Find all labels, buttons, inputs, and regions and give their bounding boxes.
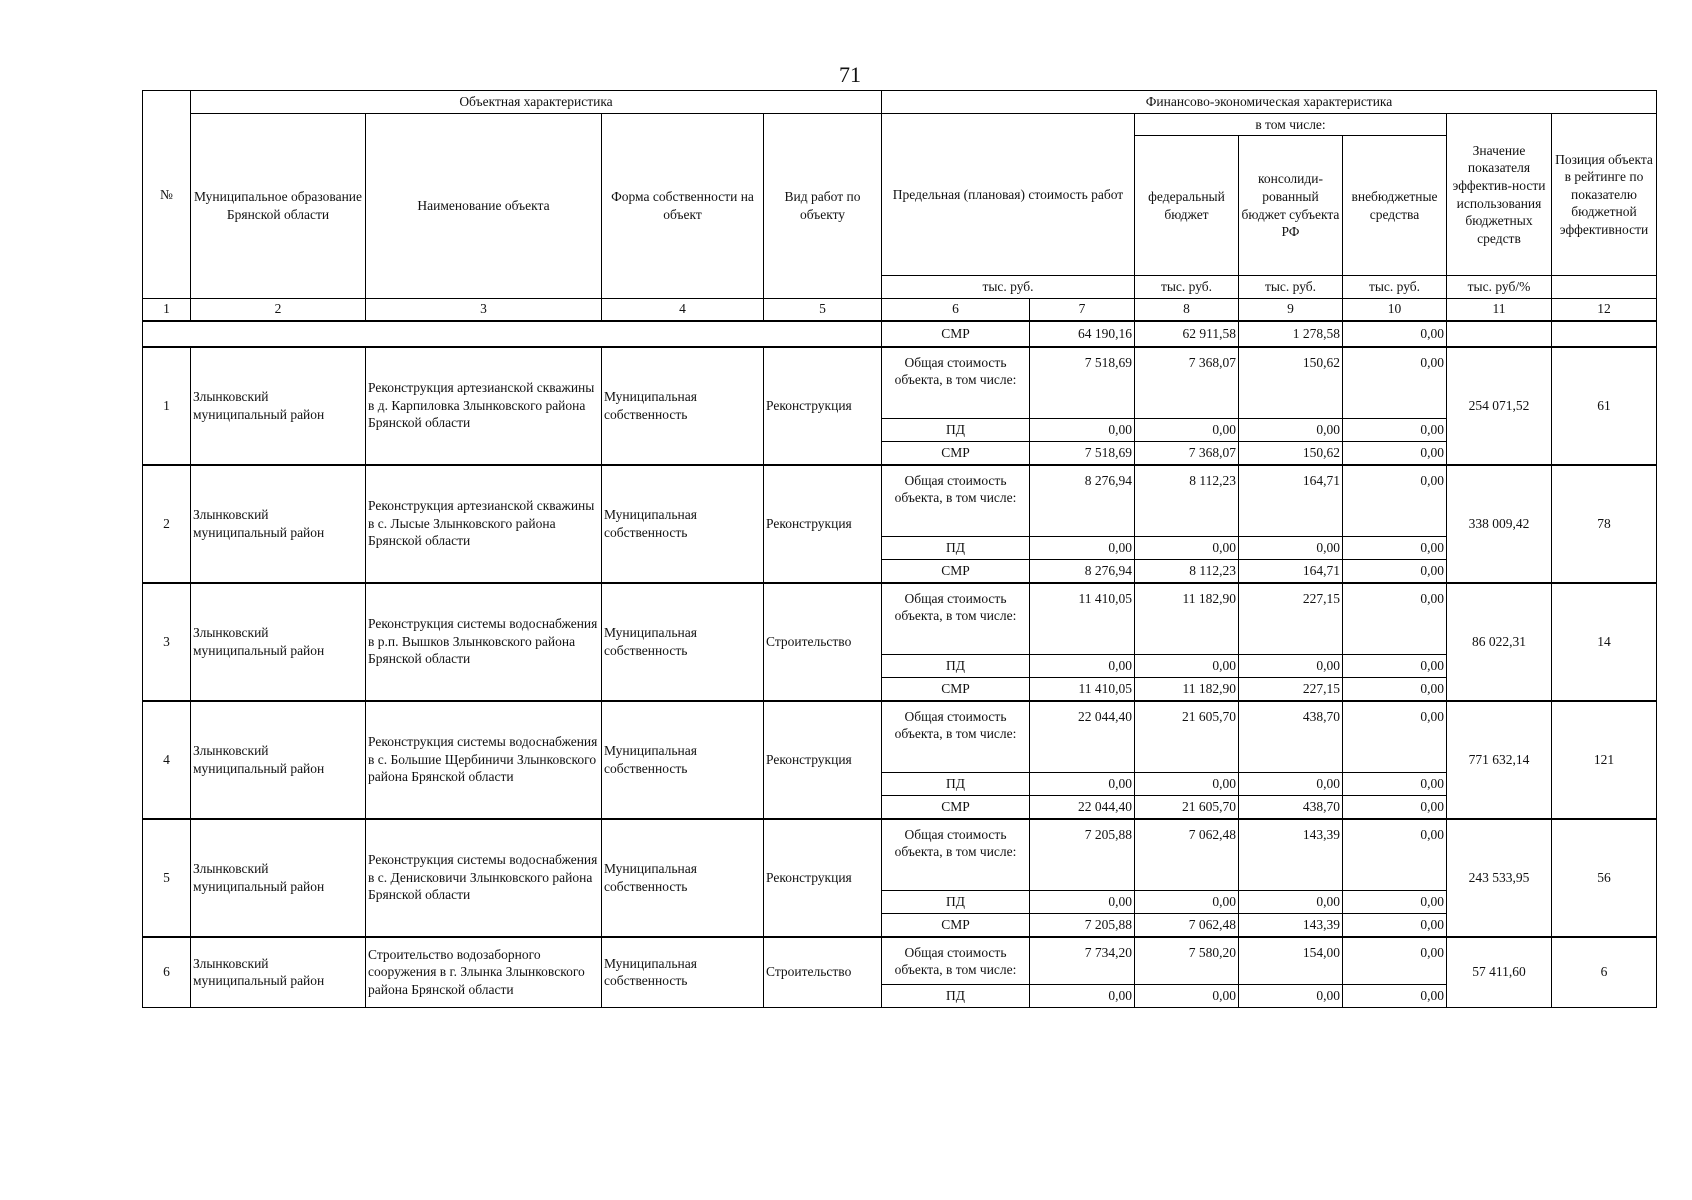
row-work-type: Строительство: [764, 583, 882, 701]
row-pd-extrabudget: 0,00: [1343, 773, 1447, 796]
header-group-finance: Финансово-экономическая характеристика: [882, 91, 1657, 114]
table-row: [143, 583, 1657, 655]
row-pd-federal: 0,00: [1135, 655, 1239, 678]
carry-indicator: [1447, 321, 1552, 347]
table-row: [143, 937, 1657, 985]
row-smr-label: СМР: [882, 442, 1030, 465]
row-extrabudget: 0,00: [1343, 583, 1447, 655]
row-total-label: Общая стоимость объекта, в том числе:: [882, 819, 1030, 891]
row-extrabudget: 0,00: [1343, 819, 1447, 891]
table-row: [143, 701, 1657, 773]
row-pd-extrabudget: 0,00: [1343, 891, 1447, 914]
row-smr-label: СМР: [882, 796, 1030, 819]
row-object-name: Реконструкция артезианской скважины в д. Карпиловка Злынковского района Брянской области: [366, 347, 602, 465]
row-num: 1: [143, 347, 191, 465]
row-ownership: Муниципальная собственность: [602, 937, 764, 1008]
row-pd-label: ПД: [882, 985, 1030, 1008]
row-smr-extrabudget: 0,00: [1343, 914, 1447, 937]
row-extrabudget: 0,00: [1343, 701, 1447, 773]
row-pd-total-cost: 0,00: [1030, 419, 1135, 442]
header-rank: Позиция объекта в рейтинге по показателю бюджетной эффективности: [1552, 114, 1657, 276]
row-consolidated: 150,62: [1239, 347, 1343, 419]
row-total-label: Общая стоимость объекта, в том числе:: [882, 347, 1030, 419]
row-total-label: Общая стоимость объекта, в том числе:: [882, 937, 1030, 985]
row-rank: 14: [1552, 583, 1657, 701]
row-consolidated: 164,71: [1239, 465, 1343, 537]
row-rank: 121: [1552, 701, 1657, 819]
table-header: [143, 91, 1657, 347]
table-row: [143, 347, 1657, 419]
row-indicator: 254 071,52: [1447, 347, 1552, 465]
row-municipality: Злынковский муниципальный район: [191, 465, 366, 583]
row-extrabudget: 0,00: [1343, 347, 1447, 419]
carry-row: [143, 321, 1657, 347]
header-object-name: Наименование объекта: [366, 114, 602, 299]
row-federal: 7 368,07: [1135, 347, 1239, 419]
row-pd-extrabudget: 0,00: [1343, 985, 1447, 1008]
col-number: 4: [602, 299, 764, 321]
row-pd-total-cost: 0,00: [1030, 537, 1135, 560]
col-number: 12: [1552, 299, 1657, 321]
col-number: 11: [1447, 299, 1552, 321]
header-municipality: [191, 114, 366, 299]
carry-consolidated: 1 278,58: [1239, 321, 1343, 347]
row-indicator: 243 533,95: [1447, 819, 1552, 937]
row-object-name: Реконструкция системы водоснабжения в с. Денисковичи Злынковского района Брянской области: [366, 819, 602, 937]
row-ownership: Муниципальная собственность: [602, 465, 764, 583]
header-unit-8: тыс. руб.: [1135, 276, 1239, 299]
row-smr-total-cost: 22 044,40: [1030, 796, 1135, 819]
row-municipality: Злынковский муниципальный район: [191, 937, 366, 1008]
row-ownership: Муниципальная собственность: [602, 701, 764, 819]
row-pd-federal: 0,00: [1135, 773, 1239, 796]
header-work-type: Вид работ по объекту: [764, 114, 882, 299]
row-indicator: 771 632,14: [1447, 701, 1552, 819]
header-indicator: Значение показателя эффектив-ности использования бюджетных средств: [1447, 114, 1552, 276]
header-unit-9: тыс. руб.: [1239, 276, 1343, 299]
row-pd-extrabudget: 0,00: [1343, 537, 1447, 560]
row-rank: 78: [1552, 465, 1657, 583]
carry-federal: 62 911,58: [1135, 321, 1239, 347]
row-pd-label: ПД: [882, 891, 1030, 914]
header-unit-12: [1552, 276, 1657, 299]
row-smr-extrabudget: 0,00: [1343, 442, 1447, 465]
row-smr-federal: 21 605,70: [1135, 796, 1239, 819]
row-municipality: Злынковский муниципальный район: [191, 819, 366, 937]
header-extrabudget: внебюджетные средства: [1343, 136, 1447, 276]
row-smr-federal: 7 062,48: [1135, 914, 1239, 937]
row-pd-federal: 0,00: [1135, 891, 1239, 914]
row-total-label: Общая стоимость объекта, в том числе:: [882, 465, 1030, 537]
row-total-cost: 7 518,69: [1030, 347, 1135, 419]
row-work-type: Реконструкция: [764, 819, 882, 937]
row-rank: 56: [1552, 819, 1657, 937]
header-incl: в том числе:: [1135, 114, 1447, 136]
row-pd-consolidated: 0,00: [1239, 537, 1343, 560]
row-num: 2: [143, 465, 191, 583]
row-pd-total-cost: 0,00: [1030, 891, 1135, 914]
row-smr-total-cost: 7 518,69: [1030, 442, 1135, 465]
row-municipality: Злынковский муниципальный район: [191, 701, 366, 819]
carry-blank: [143, 321, 882, 347]
row-num: 5: [143, 819, 191, 937]
row-num: 6: [143, 937, 191, 1008]
col-number: 2: [191, 299, 366, 321]
row-pd-total-cost: 0,00: [1030, 985, 1135, 1008]
row-smr-consolidated: 438,70: [1239, 796, 1343, 819]
row-ownership: Муниципальная собственность: [602, 819, 764, 937]
carry-rank: [1552, 321, 1657, 347]
row-work-type: Реконструкция: [764, 701, 882, 819]
row-total-label: Общая стоимость объекта, в том числе:: [882, 583, 1030, 655]
row-pd-total-cost: 0,00: [1030, 655, 1135, 678]
row-smr-total-cost: 8 276,94: [1030, 560, 1135, 583]
row-smr-total-cost: 11 410,05: [1030, 678, 1135, 701]
row-total-cost: 11 410,05: [1030, 583, 1135, 655]
row-smr-consolidated: 143,39: [1239, 914, 1343, 937]
row-pd-label: ПД: [882, 419, 1030, 442]
row-object-name: Реконструкция системы водоснабжения в р.п. Вышков Злынковского района Брянской области: [366, 583, 602, 701]
row-smr-label: СМР: [882, 678, 1030, 701]
row-pd-label: ПД: [882, 655, 1030, 678]
col-number: 6: [882, 299, 1030, 321]
header-consolidated: консолиди-рованный бюджет субъекта РФ: [1239, 136, 1343, 276]
row-num: 3: [143, 583, 191, 701]
row-work-type: Реконструкция: [764, 347, 882, 465]
row-pd-consolidated: 0,00: [1239, 419, 1343, 442]
row-consolidated: 227,15: [1239, 583, 1343, 655]
carry-total: 64 190,16: [1030, 321, 1135, 347]
col-number: 9: [1239, 299, 1343, 321]
table-row: [143, 819, 1657, 891]
header-num: №: [143, 91, 191, 299]
row-pd-total-cost: 0,00: [1030, 773, 1135, 796]
row-ownership: Муниципальная собственность: [602, 347, 764, 465]
col-number: 5: [764, 299, 882, 321]
header-unit-11: тыс. руб/%: [1447, 276, 1552, 299]
row-pd-federal: 0,00: [1135, 985, 1239, 1008]
row-work-type: Строительство: [764, 937, 882, 1008]
register-table: [142, 90, 1657, 1008]
page-number: 71: [839, 62, 861, 87]
row-smr-extrabudget: 0,00: [1343, 678, 1447, 701]
row-extrabudget: 0,00: [1343, 937, 1447, 985]
row-consolidated: 143,39: [1239, 819, 1343, 891]
carry-label: СМР: [882, 321, 1030, 347]
header-unit-6: тыс. руб.: [882, 276, 1135, 299]
row-smr-federal: 7 368,07: [1135, 442, 1239, 465]
header-ownership: Форма собственности на объект: [602, 114, 764, 299]
row-pd-consolidated: 0,00: [1239, 773, 1343, 796]
row-total-cost: 22 044,40: [1030, 701, 1135, 773]
col-number: 10: [1343, 299, 1447, 321]
row-pd-label: ПД: [882, 773, 1030, 796]
row-object-name: Строительство водозаборного сооружения в г. Злынка Злынковского района Брянской области: [366, 937, 602, 1008]
header-limit-cost: Предельная (плановая) стоимость работ: [882, 114, 1135, 276]
row-extrabudget: 0,00: [1343, 465, 1447, 537]
row-rank: 6: [1552, 937, 1657, 1008]
row-municipality: Злынковский муниципальный район: [191, 347, 366, 465]
row-pd-consolidated: 0,00: [1239, 985, 1343, 1008]
row-federal: 21 605,70: [1135, 701, 1239, 773]
row-total-cost: 7 734,20: [1030, 937, 1135, 985]
row-consolidated: 438,70: [1239, 701, 1343, 773]
row-num: 4: [143, 701, 191, 819]
row-pd-label: ПД: [882, 537, 1030, 560]
row-pd-federal: 0,00: [1135, 419, 1239, 442]
table-body: [143, 347, 1657, 1008]
row-pd-extrabudget: 0,00: [1343, 655, 1447, 678]
row-smr-label: СМР: [882, 560, 1030, 583]
col-number: 7: [1030, 299, 1135, 321]
row-federal: 8 112,23: [1135, 465, 1239, 537]
table-row: [143, 465, 1657, 537]
col-number: 3: [366, 299, 602, 321]
row-smr-label: СМР: [882, 914, 1030, 937]
header-unit-10: тыс. руб.: [1343, 276, 1447, 299]
row-pd-extrabudget: 0,00: [1343, 419, 1447, 442]
row-smr-federal: 11 182,90: [1135, 678, 1239, 701]
row-federal: 7 580,20: [1135, 937, 1239, 985]
row-smr-consolidated: 227,15: [1239, 678, 1343, 701]
row-total-cost: 7 205,88: [1030, 819, 1135, 891]
row-work-type: Реконструкция: [764, 465, 882, 583]
row-object-name: Реконструкция артезианской скважины в с. Лысые Злынковского района Брянской области: [366, 465, 602, 583]
row-municipality: Злынковский муниципальный район: [191, 583, 366, 701]
row-total-label: Общая стоимость объекта, в том числе:: [882, 701, 1030, 773]
row-smr-consolidated: 164,71: [1239, 560, 1343, 583]
row-pd-consolidated: 0,00: [1239, 655, 1343, 678]
row-consolidated: 154,00: [1239, 937, 1343, 985]
header-federal: федеральный бюджет: [1135, 136, 1239, 276]
row-smr-consolidated: 150,62: [1239, 442, 1343, 465]
row-federal: 11 182,90: [1135, 583, 1239, 655]
header-municipality-text: Муниципальное образование Брянской области: [193, 189, 363, 222]
header-group-object: Объектная характеристика: [191, 91, 882, 114]
row-pd-federal: 0,00: [1135, 537, 1239, 560]
row-rank: 61: [1552, 347, 1657, 465]
carry-extrabudget: 0,00: [1343, 321, 1447, 347]
row-total-cost: 8 276,94: [1030, 465, 1135, 537]
row-indicator: 338 009,42: [1447, 465, 1552, 583]
row-smr-total-cost: 7 205,88: [1030, 914, 1135, 937]
row-object-name: Реконструкция системы водоснабжения в с. Большие Щербиничи Злынковского района Брянской области: [366, 701, 602, 819]
row-federal: 7 062,48: [1135, 819, 1239, 891]
col-number: 1: [143, 299, 191, 321]
row-smr-extrabudget: 0,00: [1343, 560, 1447, 583]
row-ownership: Муниципальная собственность: [602, 583, 764, 701]
row-smr-federal: 8 112,23: [1135, 560, 1239, 583]
row-indicator: 57 411,60: [1447, 937, 1552, 1008]
column-numbers-row: [143, 299, 1657, 321]
row-smr-extrabudget: 0,00: [1343, 796, 1447, 819]
row-pd-consolidated: 0,00: [1239, 891, 1343, 914]
row-indicator: 86 022,31: [1447, 583, 1552, 701]
col-number: 8: [1135, 299, 1239, 321]
